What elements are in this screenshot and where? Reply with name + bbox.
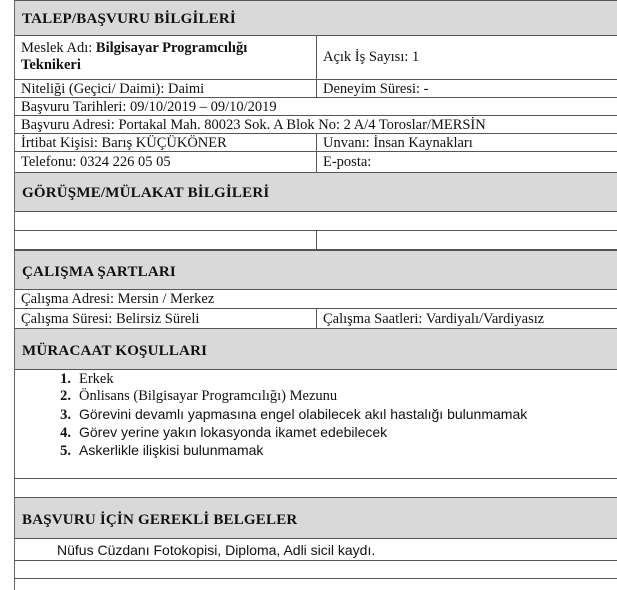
condition-number: 5. <box>60 443 71 459</box>
section-title-working: ÇALIŞMA ŞARTLARI <box>22 264 176 280</box>
nature-row <box>15 80 617 98</box>
condition-text: Askerlikle ilişkisi bulunmamak <box>79 442 264 458</box>
condition-item <box>49 406 527 423</box>
job-posting-form <box>14 0 617 590</box>
contact-person: İrtibat Kişisi: Barış KÜÇÜKÖNER <box>21 135 227 151</box>
openings: Açık İş Sayısı: 1 <box>323 49 420 65</box>
working-address-row <box>15 290 617 309</box>
section-header-application <box>15 0 617 36</box>
working-address: Çalışma Adresi: Mersin / Merkez <box>21 291 215 307</box>
working-hours: Çalışma Saatleri: Vardiyalı/Vardiyasız <box>323 311 545 327</box>
documents-text: Nüfus Cüzdanı Fotokopisi, Diploma, Adli sicil kaydı. <box>57 542 376 558</box>
condition-item <box>49 424 387 441</box>
condition-number: 4. <box>60 425 71 441</box>
job-value-line2: Teknikeri <box>21 57 81 73</box>
documents-row <box>15 539 617 561</box>
job-row <box>15 36 617 80</box>
section-title-conditions: MÜRACAAT KOŞULLARI <box>22 343 208 359</box>
condition-text: Erkek <box>79 371 114 387</box>
section-header-documents <box>15 497 617 539</box>
section-title-documents: BAŞVURU İÇİN GEREKLİ BELGELER <box>22 512 298 528</box>
working-duration-row <box>15 309 617 328</box>
condition-number: 1. <box>60 371 71 387</box>
condition-item <box>49 388 337 404</box>
section-header-working <box>15 250 617 290</box>
application-dates: Başvuru Tarihleri: 09/10/2019 – 09/10/2019 <box>21 99 277 115</box>
section-header-conditions <box>15 328 617 370</box>
job-name <box>21 40 247 56</box>
phone-row <box>15 152 617 172</box>
condition-item <box>49 371 114 387</box>
section-title-interview: GÖRÜŞME/MÜLAKAT BİLGİLERİ <box>22 185 270 201</box>
interview-row-1 <box>15 212 617 231</box>
condition-text: Önlisans (Bilgisayar Programcılığı) Mezunu <box>79 388 338 404</box>
condition-number: 2. <box>60 388 71 404</box>
row-divider <box>15 478 617 479</box>
condition-item <box>49 442 263 459</box>
condition-number: 3. <box>60 407 71 423</box>
phone: Telefonu: 0324 226 05 05 <box>21 154 171 170</box>
contact-row <box>15 134 617 152</box>
contact-title: Unvanı: İnsan Kaynakları <box>323 135 473 151</box>
condition-text: Görev yerine yakın lokasyonda ikamet edebilecek <box>79 424 388 440</box>
documents-empty-row <box>15 561 617 579</box>
working-duration: Çalışma Süresi: Belirsiz Süreli <box>21 311 200 327</box>
interview-row-2 <box>15 231 617 250</box>
section-title-application: TALEP/BAŞVURU BİLGİLERİ <box>22 11 236 27</box>
experience: Deneyim Süresi: - <box>323 81 429 97</box>
email: E-posta: <box>323 154 372 170</box>
dates-row <box>15 98 617 116</box>
section-header-interview <box>15 172 617 212</box>
nature: Niteliği (Geçici/ Daimi): Daimi <box>21 81 205 97</box>
job-label: Meslek Adı: <box>21 40 96 56</box>
application-address: Başvuru Adresi: Portakal Mah. 80023 Sok. A Blok No: 2 A/4 Toroslar/MERSİN <box>21 117 486 133</box>
job-value-line1: Bilgisayar Programcılığı <box>95 40 248 56</box>
address-row <box>15 116 617 134</box>
condition-text: Görevini devamlı yapmasına engel olabilecek akıl hastalığı bulunmamak <box>79 406 528 422</box>
